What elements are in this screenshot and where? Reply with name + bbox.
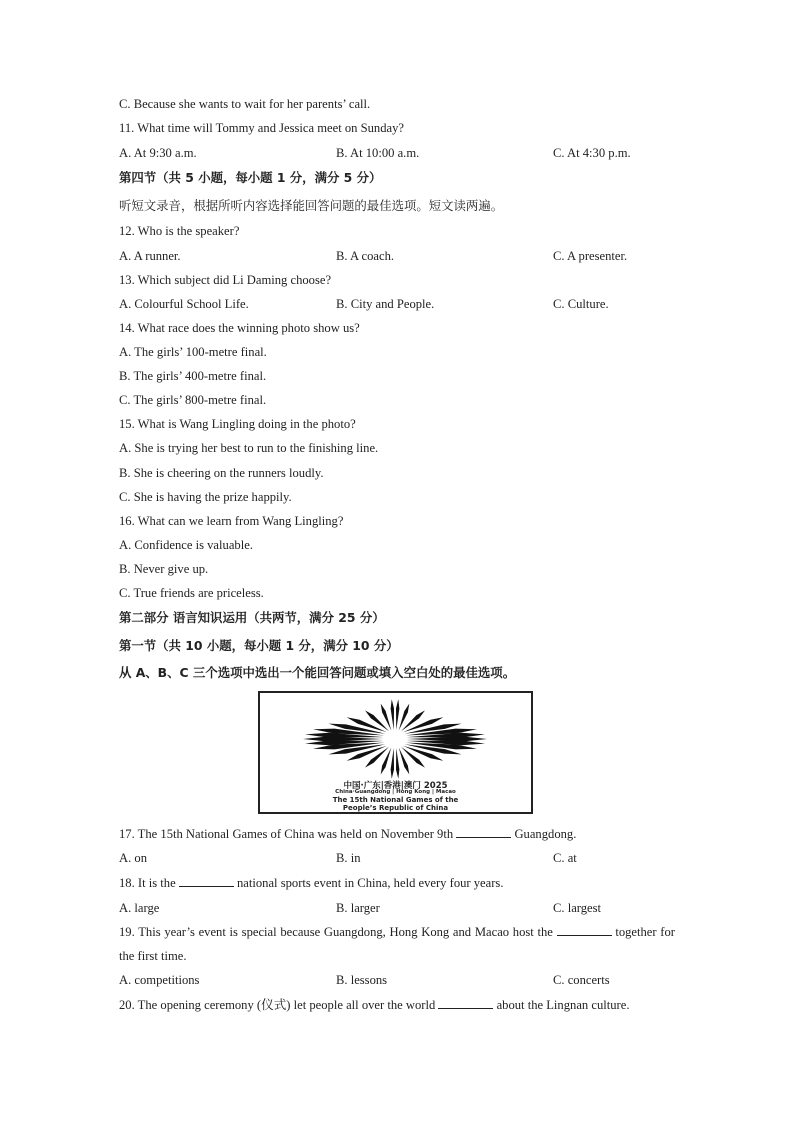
question-16: 16. What can we learn from Wang Lingling? (119, 514, 344, 528)
q19-option-a: A. competitions (119, 973, 200, 987)
logo-region-caption: China·Guangdong | Hong Kong | Macao (335, 789, 456, 795)
q18-text-after: national sports event in China, held every four years. (236, 876, 504, 890)
q13-option-a: A. Colourful School Life. (119, 297, 249, 311)
q18-option-a: A. large (119, 901, 160, 915)
question-17 (119, 826, 576, 842)
q18-text-before: 18. It is the (119, 876, 176, 890)
q17-text-after: Guangdong. (514, 827, 577, 841)
q19-answer-blank (557, 924, 612, 936)
sunburst-ray (396, 699, 399, 730)
q13-option-c: C. Culture. (553, 297, 609, 311)
question-18 (119, 875, 503, 891)
sunburst-ray (381, 748, 392, 775)
logo-chinese-caption: 中国·广东|香港|澳门 2025 (343, 781, 448, 791)
section-4-title: 第四节（共 5 小题，每小题 1 分，满分 5 分） (119, 170, 382, 185)
question-20 (119, 997, 629, 1013)
q19-option-b: B. lessons (336, 973, 388, 987)
q12-option-b: B. A coach. (336, 249, 395, 263)
q18-answer-blank (179, 875, 234, 887)
q17-option-a: A. on (119, 851, 147, 865)
q12-option-c: C. A presenter. (553, 249, 628, 263)
q18-option-b: B. larger (336, 901, 380, 915)
sunburst-ray (399, 748, 410, 775)
q17-text-before: 17. The 15th National Games of China was held on November 9th (119, 827, 454, 841)
sunburst-ray (391, 748, 394, 779)
part-2-instruction: 从 A、B、C 三个选项中选出一个能回答问题或填入空白处的最佳选项。 (119, 665, 516, 680)
sunburst-ray (381, 704, 392, 731)
q19-option-c: C. concerts (553, 973, 610, 987)
q13-option-b: B. City and People. (336, 297, 435, 311)
q14-option-a: A. The girls’ 100-metre final. (119, 345, 267, 359)
q15-option-a: A. She is trying her best to run to the finishing line. (119, 441, 379, 455)
q11-option-a: A. At 9:30 a.m. (119, 146, 197, 160)
q17-answer-blank (456, 826, 511, 838)
question-12: 12. Who is the speaker? (119, 224, 240, 238)
q19-text-before: 19. This year’s event is special because Guangdong, Hong Kong and Macao host the (119, 925, 553, 939)
part-2-title: 第二部分 语言知识运用（共两节，满分 25 分） (119, 610, 385, 625)
q12-option-a: A. A runner. (119, 249, 181, 263)
question-11: 11. What time will Tommy and Jessica meet on Sunday? (119, 121, 404, 135)
q17-option-b: B. in (336, 851, 361, 865)
q17-option-c: C. at (553, 851, 577, 865)
sunburst-ray (396, 748, 399, 779)
question-15: 15. What is Wang Lingling doing in the photo? (119, 417, 356, 431)
section-4-instruction: 听短文录音，根据所听内容选择能回答问题的最佳选项。短文读两遍。 (119, 198, 504, 213)
part-2-section-1-title: 第一节（共 10 小题，每小题 1 分，满分 10 分） (119, 638, 399, 653)
q10-option-c: C. Because she wants to wait for her parents’ call. (119, 97, 371, 111)
q20-text-after: about the Lingnan culture. (496, 998, 630, 1012)
q11-option-c: C. At 4:30 p.m. (553, 146, 631, 160)
logo-title-line-2: People’s Republic of China (342, 804, 449, 812)
q18-option-c: C. largest (553, 901, 602, 915)
sunburst-ray (391, 699, 394, 730)
logo-title-line-1: The 15th National Games of the (332, 796, 459, 804)
q16-option-b: B. Never give up. (119, 562, 209, 576)
q16-option-a: A. Confidence is valuable. (119, 538, 253, 552)
question-19 (119, 920, 675, 968)
q11-option-b: B. At 10:00 a.m. (336, 146, 420, 160)
question-13: 13. Which subject did Li Daming choose? (119, 273, 332, 287)
national-games-logo-image (258, 691, 533, 814)
q15-option-b: B. She is cheering on the runners loudly. (119, 466, 324, 480)
question-14: 14. What race does the winning photo show us? (119, 321, 360, 335)
q19-text-continued: together for the first time. (119, 925, 675, 963)
q20-answer-blank (438, 997, 493, 1009)
sunburst-ray (399, 704, 410, 731)
q16-option-c: C. True friends are priceless. (119, 586, 264, 600)
q14-option-c: C. The girls’ 800-metre final. (119, 393, 267, 407)
q20-text-before: 20. The opening ceremony (仪式) let people all over the world (119, 998, 436, 1012)
q15-option-c: C. She is having the prize happily. (119, 490, 292, 504)
q14-option-b: B. The girls’ 400-metre final. (119, 369, 267, 383)
